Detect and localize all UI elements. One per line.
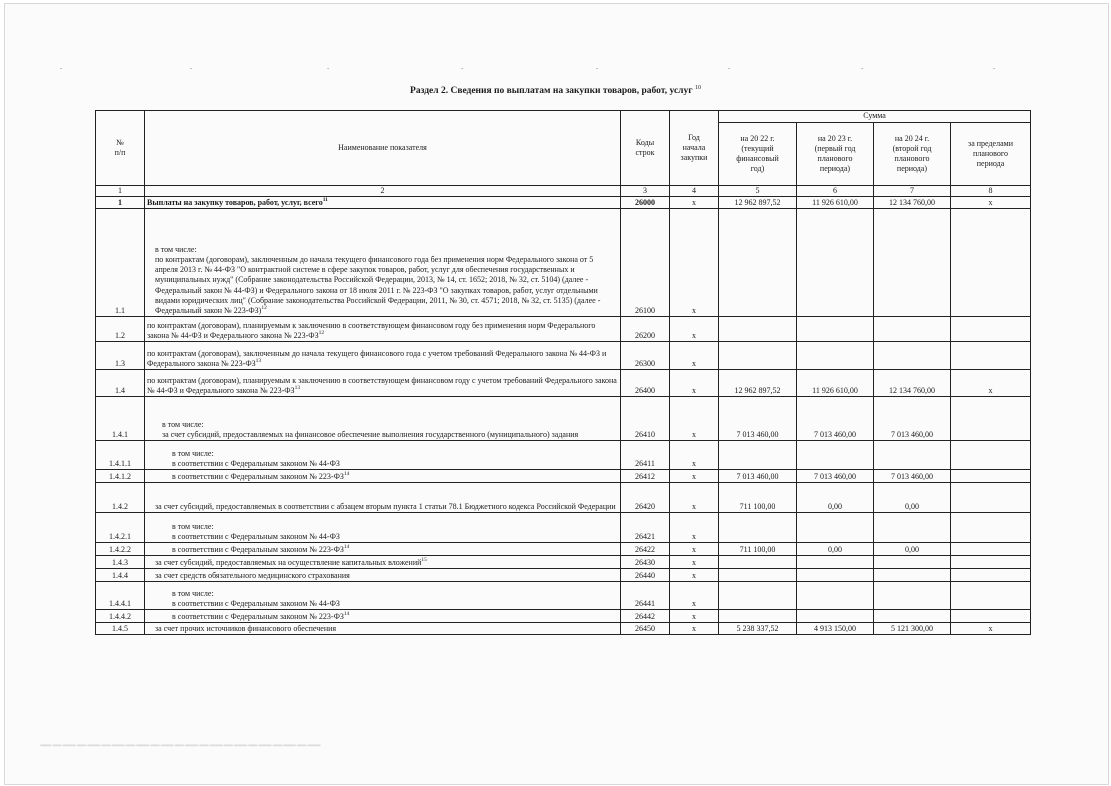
row-name-text: по контрактам (договорам), планируемым к заключению в соответствующем финансовом году без применения норм Федерального закона № 44-ФЗ и Федерального закона № 223-ФЗ — [147, 320, 596, 340]
col-number: 8 — [951, 186, 1031, 197]
table-row — [96, 543, 1031, 556]
table-row — [96, 483, 1031, 513]
header-col5: на 20 22 г. (текущий финансовый год) — [719, 123, 797, 186]
row-value-beyond — [951, 209, 1031, 317]
footnote-ref: 13 — [255, 358, 262, 364]
row-number: 1.4.1.2 — [96, 470, 145, 483]
row-number: 1.4 — [96, 370, 145, 397]
footnote-ref: 14 — [343, 471, 350, 477]
row-year: х — [670, 543, 719, 556]
row-name-text: в том числе: в соответствии с Федеральным законом № 44-ФЗ — [172, 588, 340, 608]
row-value-2024: 7 013 460,00 — [874, 470, 951, 483]
row-year: х — [670, 209, 719, 317]
row-value-2022: 7 013 460,00 — [719, 470, 797, 483]
row-value-2024: 0,00 — [874, 483, 951, 513]
scan-mark: - — [728, 64, 731, 72]
row-value-2024 — [874, 513, 951, 543]
row-name-text: по контрактам (договорам), заключенным до начала текущего финансового года с учетом требований Федерального закона № 44-ФЗ и Федерального закона № 223-ФЗ — [147, 348, 607, 368]
row-number: 1.2 — [96, 317, 145, 342]
row-code: 26400 — [621, 370, 670, 397]
row-value-beyond — [951, 470, 1031, 483]
row-value-beyond — [951, 543, 1031, 556]
row-number: 1 — [96, 197, 145, 209]
row-year: х — [670, 483, 719, 513]
row-value-2023 — [797, 610, 874, 623]
footnote-ref: 13 — [294, 385, 301, 391]
row-value-2024: 12 134 760,00 — [874, 370, 951, 397]
row-name — [145, 610, 621, 623]
footnote-ref: 12 — [318, 330, 325, 336]
scan-mark: - — [461, 64, 464, 72]
row-value-beyond: х — [951, 197, 1031, 209]
row-code: 26000 — [621, 197, 670, 209]
row-code: 26300 — [621, 342, 670, 370]
row-name-text: в соответствии с Федеральным законом № 223-ФЗ — [172, 472, 344, 481]
row-code: 26440 — [621, 569, 670, 582]
row-value-2022 — [719, 342, 797, 370]
col-number: 1 — [96, 186, 145, 197]
row-year: х — [670, 556, 719, 569]
row-name-text: за счет субсидий, предоставляемых в соответствии с абзацем вторым пункта 1 статьи 78.1 Бюджетного кодекса Российской Федерации — [155, 502, 616, 511]
row-number: 1.3 — [96, 342, 145, 370]
row-value-beyond — [951, 342, 1031, 370]
row-value-2022: 5 238 337,52 — [719, 623, 797, 635]
row-value-beyond — [951, 441, 1031, 470]
header-sum: Сумма — [719, 111, 1031, 123]
row-value-2024 — [874, 582, 951, 610]
row-value-2023 — [797, 317, 874, 342]
row-name-text: в том числе: в соответствии с Федеральным законом № 44-ФЗ — [172, 521, 340, 541]
scan-mark: - — [861, 64, 864, 72]
row-name-text: в соответствии с Федеральным законом № 223-ФЗ — [172, 612, 344, 621]
row-code: 26422 — [621, 543, 670, 556]
row-name — [145, 513, 621, 543]
row-code: 26100 — [621, 209, 670, 317]
row-name — [145, 470, 621, 483]
scan-mark: - — [596, 64, 599, 72]
row-value-2024 — [874, 317, 951, 342]
row-year: х — [670, 317, 719, 342]
row-number: 1.4.1 — [96, 397, 145, 441]
col-number: 4 — [670, 186, 719, 197]
row-value-2022: 12 962 897,52 — [719, 370, 797, 397]
row-value-2023 — [797, 342, 874, 370]
row-number: 1.4.4.2 — [96, 610, 145, 623]
row-value-beyond — [951, 556, 1031, 569]
row-name — [145, 543, 621, 556]
row-name — [145, 623, 621, 635]
scan-mark: - — [327, 64, 330, 72]
row-value-2023 — [797, 441, 874, 470]
header-col8: за пределами планового периода — [951, 123, 1031, 186]
row-year: х — [670, 513, 719, 543]
scan-mark: - — [60, 64, 63, 72]
row-name-text: в том числе: по контрактам (договорам), заключенным до начала текущего финансового года без применения норм Федерального закона от 5 апреля 2013 г. № 44-ФЗ "О контрактной системе в сфере закупок товаров, работ, услуг для обеспечения государственных и муниципальных нужд" (Собрание законодательства Российской Федерации, 2013, № 14, ст. 1652; 2018, № 32, ст. 5104) (далее - Федеральный закон № 44-ФЗ) и Федерального закона от 18 июля 2011 г. № 223-ФЗ "О закупках товаров, работ, услуг отдельными видами юридических лиц" (Собрание законодательства Российской Федерации, 2011, № 30, ст. 4571; 2018, № 32, ст. 5135) (далее - Федеральный закон № 223-ФЗ) — [155, 244, 601, 315]
header-col6: на 20 23 г. (первый год планового периода) — [797, 123, 874, 186]
row-value-2022 — [719, 569, 797, 582]
row-code: 26442 — [621, 610, 670, 623]
row-value-2024 — [874, 556, 951, 569]
footnote-ref: 11 — [322, 197, 328, 203]
table-row — [96, 610, 1031, 623]
row-value-2024 — [874, 209, 951, 317]
row-year: х — [670, 441, 719, 470]
column-number-row — [96, 186, 1031, 197]
row-value-2023 — [797, 209, 874, 317]
col-number: 2 — [145, 186, 621, 197]
header-year: Год начала закупки — [670, 111, 719, 186]
row-code: 26441 — [621, 582, 670, 610]
footnote-ref: 10 — [694, 85, 701, 91]
row-value-2022 — [719, 610, 797, 623]
row-name — [145, 441, 621, 470]
row-name — [145, 317, 621, 342]
row-name — [145, 483, 621, 513]
row-name — [145, 556, 621, 569]
row-number: 1.4.4.1 — [96, 582, 145, 610]
row-value-beyond — [951, 483, 1031, 513]
row-value-2024: 12 134 760,00 — [874, 197, 951, 209]
row-value-2024 — [874, 610, 951, 623]
row-name-text: за счет прочих источников финансового обеспечения — [155, 624, 337, 633]
header-name: Наименование показателя — [145, 111, 621, 186]
table-row — [96, 209, 1031, 317]
row-value-2023: 7 013 460,00 — [797, 397, 874, 441]
row-value-beyond: х — [951, 370, 1031, 397]
col-number: 7 — [874, 186, 951, 197]
table-row — [96, 197, 1031, 209]
scan-mark: - — [190, 64, 193, 72]
payments-table — [95, 110, 1031, 635]
header-col7: на 20 24 г. (второй год планового периода) — [874, 123, 951, 186]
header-num: № п/п — [96, 111, 145, 186]
row-year: х — [670, 582, 719, 610]
row-value-2022 — [719, 317, 797, 342]
row-name — [145, 397, 621, 441]
row-number: 1.4.1.1 — [96, 441, 145, 470]
row-year: х — [670, 342, 719, 370]
row-value-2023: 4 913 150,00 — [797, 623, 874, 635]
table-row — [96, 397, 1031, 441]
table-row — [96, 441, 1031, 470]
row-name-text: по контрактам (договорам), планируемым к заключению в соответствующем финансовом году с учетом требований Федерального закона № 44-ФЗ и Федерального закона № 223-ФЗ — [147, 375, 617, 395]
row-value-beyond — [951, 610, 1031, 623]
row-value-2022 — [719, 209, 797, 317]
row-name — [145, 209, 621, 317]
header-codes: Коды строк — [621, 111, 670, 186]
row-value-2022: 7 013 460,00 — [719, 397, 797, 441]
row-year: х — [670, 569, 719, 582]
row-value-2023 — [797, 569, 874, 582]
row-code: 26430 — [621, 556, 670, 569]
row-year: х — [670, 623, 719, 635]
table-row — [96, 470, 1031, 483]
row-value-beyond — [951, 397, 1031, 441]
col-number: 3 — [621, 186, 670, 197]
row-number: 1.4.3 — [96, 556, 145, 569]
row-number: 1.4.2 — [96, 483, 145, 513]
footnote-ref: 14 — [343, 611, 350, 617]
row-value-2023 — [797, 582, 874, 610]
row-code: 26412 — [621, 470, 670, 483]
row-name — [145, 197, 621, 209]
row-number: 1.4.2.2 — [96, 543, 145, 556]
row-value-2022 — [719, 513, 797, 543]
row-name-text: в том числе: за счет субсидий, предоставляемых на финансовое обеспечение выполнения государственного (муниципального) задания — [162, 419, 579, 439]
row-year: х — [670, 397, 719, 441]
row-code: 26410 — [621, 397, 670, 441]
row-value-beyond — [951, 569, 1031, 582]
row-code: 26421 — [621, 513, 670, 543]
row-value-2024 — [874, 342, 951, 370]
row-number: 1.4.2.1 — [96, 513, 145, 543]
row-value-2023 — [797, 556, 874, 569]
row-value-2022: 711 100,00 — [719, 483, 797, 513]
row-name — [145, 370, 621, 397]
row-value-2022: 12 962 897,52 — [719, 197, 797, 209]
row-code: 26200 — [621, 317, 670, 342]
table-row — [96, 582, 1031, 610]
row-number: 1.4.5 — [96, 623, 145, 635]
footnote-ref: 12 — [261, 305, 267, 311]
row-name — [145, 582, 621, 610]
row-value-2023: 7 013 460,00 — [797, 470, 874, 483]
row-value-2022 — [719, 441, 797, 470]
row-year: х — [670, 370, 719, 397]
row-value-2022: 711 100,00 — [719, 543, 797, 556]
row-year: х — [670, 610, 719, 623]
table-row — [96, 342, 1031, 370]
table-row — [96, 556, 1031, 569]
row-year: х — [670, 470, 719, 483]
table-row — [96, 623, 1031, 635]
row-value-2023: 11 926 610,00 — [797, 197, 874, 209]
row-name — [145, 569, 621, 582]
col-number: 6 — [797, 186, 874, 197]
row-name-text: в том числе: в соответствии с Федеральным законом № 44-ФЗ — [172, 448, 340, 468]
row-code: 26450 — [621, 623, 670, 635]
footnote-ref: 15 — [421, 557, 427, 563]
row-value-beyond — [951, 582, 1031, 610]
row-value-2023 — [797, 513, 874, 543]
row-name — [145, 342, 621, 370]
table-row — [96, 370, 1031, 397]
row-code: 26411 — [621, 441, 670, 470]
row-value-2024: 0,00 — [874, 543, 951, 556]
col-number: 5 — [719, 186, 797, 197]
row-value-beyond — [951, 317, 1031, 342]
row-value-2022 — [719, 582, 797, 610]
section-title-text: Раздел 2. Сведения по выплатам на закупки товаров, работ, услуг — [410, 86, 693, 96]
row-number: 1.4.4 — [96, 569, 145, 582]
row-value-2023: 0,00 — [797, 543, 874, 556]
scan-bottom-strip: ------ ----- ------- ----- ------- ----- ------- ----- ------- ----- ------- ----- ------- ----- ------- ----- ------- ----- ------- ----- ------- ----- ------- — [40, 741, 321, 749]
footnote-ref: 14 — [343, 544, 350, 550]
row-value-2024: 5 121 300,00 — [874, 623, 951, 635]
row-value-beyond: х — [951, 623, 1031, 635]
row-number: 1.1 — [96, 209, 145, 317]
row-name-text: за счет средств обязательного медицинского страхования — [155, 571, 350, 580]
row-value-beyond — [951, 513, 1031, 543]
row-name-text: в соответствии с Федеральным законом № 223-ФЗ — [172, 545, 344, 554]
row-value-2023: 0,00 — [797, 483, 874, 513]
row-value-2024 — [874, 441, 951, 470]
row-year: х — [670, 197, 719, 209]
row-value-2023: 11 926 610,00 — [797, 370, 874, 397]
row-value-2024: 7 013 460,00 — [874, 397, 951, 441]
row-code: 26420 — [621, 483, 670, 513]
table-row — [96, 513, 1031, 543]
row-value-2024 — [874, 569, 951, 582]
row-name-text: Выплаты на закупку товаров, работ, услуг, всего — [147, 198, 323, 207]
row-value-2022 — [719, 556, 797, 569]
row-name-text: за счет субсидий, предоставляемых на осуществление капитальных вложений — [155, 558, 422, 567]
table-row — [96, 317, 1031, 342]
table-row — [96, 569, 1031, 582]
section-title — [0, 86, 1111, 96]
scan-mark: - — [993, 64, 996, 72]
